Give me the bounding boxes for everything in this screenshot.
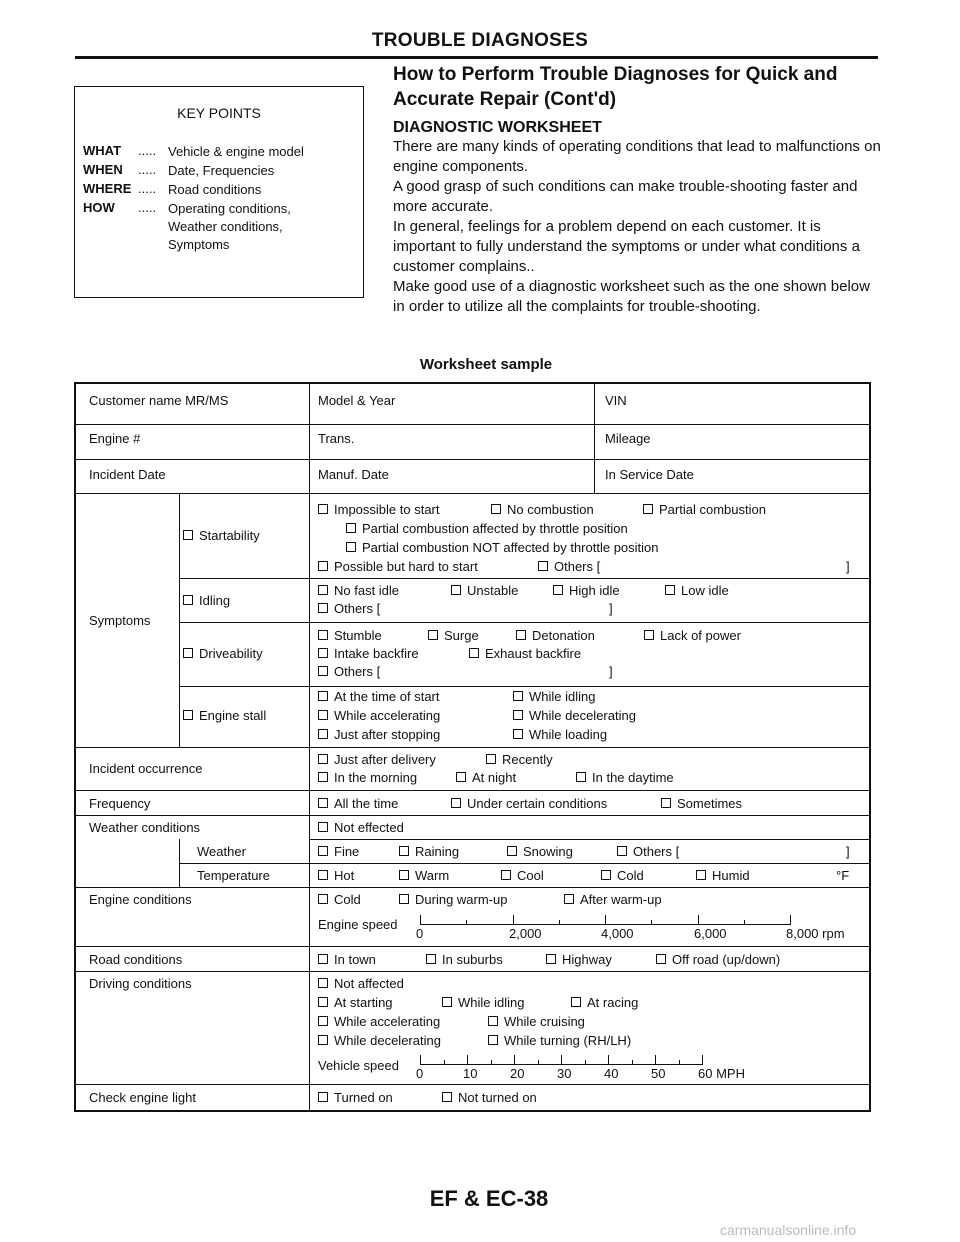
- scale-label: 60 MPH: [698, 1066, 745, 1081]
- row-divider: [76, 459, 869, 460]
- row-divider: [179, 622, 869, 623]
- driving-option: While cruising: [488, 1014, 585, 1029]
- key-point-label: WHAT: [83, 143, 122, 158]
- row-divider: [76, 790, 869, 791]
- checkbox[interactable]: [488, 1016, 498, 1026]
- row-divider: [179, 863, 869, 864]
- temperature-option: Cold: [601, 868, 644, 883]
- checkbox[interactable]: [318, 978, 328, 988]
- checkbox[interactable]: [318, 603, 328, 613]
- road-option: Highway: [546, 952, 612, 967]
- drive-option: Exhaust backfire: [469, 646, 581, 661]
- row-divider: [76, 815, 869, 816]
- checkbox[interactable]: [318, 846, 328, 856]
- checkbox[interactable]: [318, 894, 328, 904]
- engine-speed-label: Engine speed: [318, 917, 398, 932]
- checkbox[interactable]: [507, 846, 517, 856]
- road-option: In suburbs: [426, 952, 503, 967]
- scale-label: 10: [463, 1066, 478, 1081]
- intro-paragraph: A good grasp of such conditions can make trouble-shooting faster and more accurate.: [393, 178, 858, 215]
- idle-option: Low idle: [665, 583, 729, 598]
- row-divider: [76, 887, 869, 888]
- checkbox[interactable]: [399, 894, 409, 904]
- scale-major-tick: [467, 1055, 468, 1065]
- stall-option: While accelerating: [318, 708, 440, 723]
- weather-option: Others [: [617, 844, 679, 859]
- driving-option: While idling: [442, 995, 524, 1010]
- intro-paragraph: There are many kinds of operating conditions that lead to malfunctions on engine components.: [393, 138, 881, 175]
- checkbox[interactable]: [399, 846, 409, 856]
- checkbox[interactable]: [428, 630, 438, 640]
- checkbox[interactable]: [318, 1092, 328, 1102]
- drive-option: Others [: [318, 664, 380, 679]
- checkbox[interactable]: [513, 729, 523, 739]
- checkbox[interactable]: [318, 822, 328, 832]
- checkbox[interactable]: [318, 504, 328, 514]
- scale-minor-tick: [744, 920, 745, 925]
- checkbox[interactable]: [183, 595, 193, 605]
- checkbox[interactable]: [456, 772, 466, 782]
- key-point-dots: .....: [138, 181, 157, 196]
- mileage-label: Mileage: [605, 431, 651, 446]
- checkbox[interactable]: [601, 870, 611, 880]
- key-point-label: HOW: [83, 200, 115, 215]
- row-divider: [76, 493, 869, 494]
- key-point-row: [83, 162, 348, 180]
- scale-major-tick: [698, 915, 699, 925]
- drive-option: Stumble: [318, 628, 382, 643]
- scale-major-tick: [514, 1055, 515, 1065]
- start-option: Others [: [538, 559, 600, 574]
- stall-option: Just after stopping: [318, 727, 440, 742]
- key-point-value: Vehicle & engine model: [168, 144, 304, 159]
- checkbox[interactable]: [553, 585, 563, 595]
- scale-label: 6,000: [694, 926, 727, 941]
- page-number: EF & EC-38: [429, 1186, 549, 1211]
- column-divider: [309, 384, 310, 1110]
- occurrence-option: In the morning: [318, 770, 417, 785]
- driving-option: Not affected: [318, 976, 404, 991]
- watermark-text: carmanualsonline.info: [720, 1222, 857, 1238]
- scale-minor-tick: [444, 1060, 445, 1065]
- start-option: Possible but hard to start: [318, 559, 478, 574]
- checkbox[interactable]: [318, 798, 328, 808]
- checkbox[interactable]: [318, 666, 328, 676]
- idle-option: No fast idle: [318, 583, 399, 598]
- symptoms-label: Symptoms: [89, 613, 151, 628]
- checkbox[interactable]: [501, 870, 511, 880]
- scale-label: 50: [651, 1066, 666, 1081]
- scale-minor-tick: [559, 920, 560, 925]
- weather-label: Weather: [197, 844, 246, 859]
- checkbox[interactable]: [491, 504, 501, 514]
- scale-major-tick: [702, 1055, 703, 1065]
- key-point-label: WHEN: [83, 162, 123, 177]
- checkbox[interactable]: [346, 542, 356, 552]
- key-point-row: [83, 143, 348, 161]
- row-divider: [76, 747, 869, 748]
- checkbox[interactable]: [451, 585, 461, 595]
- key-point-value: Operating conditions, Weather conditions, Symptoms: [168, 201, 291, 252]
- scale-label: 20: [510, 1066, 525, 1081]
- key-point-dots: .....: [138, 200, 157, 215]
- page-header-title: TROUBLE DIAGNOSES: [371, 30, 589, 51]
- driveability-option: Driveability: [183, 646, 263, 661]
- occurrence-option: Recently: [486, 752, 553, 767]
- key-point-dots: .....: [138, 162, 157, 177]
- key-points-box: [74, 86, 364, 298]
- rpm-scale: [416, 912, 845, 944]
- temperature-option: Hot: [318, 868, 354, 883]
- checkbox[interactable]: [318, 997, 328, 1007]
- weather-option: Not effected: [318, 820, 404, 835]
- checkbox[interactable]: [318, 954, 328, 964]
- stall-option: While loading: [513, 727, 607, 742]
- customer-name-label: Customer name MR/MS: [89, 393, 229, 408]
- check-engine-light-label: Check engine light: [89, 1090, 196, 1105]
- weather-option: Raining: [399, 844, 459, 859]
- engine-condition-option: During warm-up: [399, 892, 507, 907]
- checkbox[interactable]: [318, 729, 328, 739]
- start-option: Impossible to start: [318, 502, 440, 517]
- temperature-option: Warm: [399, 868, 449, 883]
- checkbox[interactable]: [513, 710, 523, 720]
- checkbox[interactable]: [469, 648, 479, 658]
- incident-occurrence-label: Incident occurrence: [89, 761, 203, 776]
- scale-label: 0: [416, 926, 424, 941]
- checkbox[interactable]: [318, 710, 328, 720]
- scale-minor-tick: [651, 920, 652, 925]
- driving-option: While decelerating: [318, 1033, 441, 1048]
- checkbox[interactable]: [644, 630, 654, 640]
- scale-minor-tick: [679, 1060, 680, 1065]
- key-points-title: KEY POINTS: [177, 105, 261, 121]
- checkbox[interactable]: [442, 1092, 452, 1102]
- engine-stall-option: Engine stall: [183, 708, 266, 723]
- scale-minor-tick: [632, 1060, 633, 1065]
- column-divider: [594, 384, 595, 493]
- weather-option: Fine: [318, 844, 359, 859]
- checkbox[interactable]: [318, 754, 328, 764]
- checkbox[interactable]: [183, 530, 193, 540]
- manuf-date-label: Manuf. Date: [318, 467, 389, 482]
- frequency-option: All the time: [318, 796, 398, 811]
- engine-conditions-label: Engine conditions: [89, 892, 192, 907]
- stall-option: While decelerating: [513, 708, 636, 723]
- checkbox[interactable]: [318, 870, 328, 880]
- frequency-option: Sometimes: [661, 796, 742, 811]
- column-divider: [179, 839, 180, 887]
- checkbox[interactable]: [571, 997, 581, 1007]
- weather-option: Snowing: [507, 844, 573, 859]
- worksheet-table: [74, 382, 871, 1112]
- engine-condition-option: After warm-up: [564, 892, 662, 907]
- scale-label: 0: [416, 1066, 424, 1081]
- row-divider: [179, 578, 869, 579]
- checkbox[interactable]: [399, 870, 409, 880]
- driving-option: At racing: [571, 995, 638, 1010]
- start-option: Partial combustion affected by throttle position: [346, 521, 628, 536]
- scale-minor-tick: [491, 1060, 492, 1065]
- vehicle-speed-label: Vehicle speed: [318, 1058, 399, 1073]
- key-point-value: Road conditions: [168, 182, 262, 197]
- scale-minor-tick: [585, 1060, 586, 1065]
- scale-major-tick: [608, 1055, 609, 1065]
- row-divider: [179, 686, 869, 687]
- idle-option: High idle: [553, 583, 620, 598]
- checkbox[interactable]: [516, 630, 526, 640]
- checkbox[interactable]: [576, 772, 586, 782]
- start-option: No combustion: [491, 502, 594, 517]
- key-point-row: [83, 181, 348, 199]
- start-option: Partial combustion NOT affected by throttle position: [346, 540, 659, 555]
- driving-conditions-label: Driving conditions: [89, 976, 192, 991]
- temperature-option: Cool: [501, 868, 544, 883]
- key-point-label: WHERE: [83, 181, 132, 196]
- road-option: In town: [318, 952, 376, 967]
- checkbox[interactable]: [488, 1035, 498, 1045]
- temperature-unit: °F: [836, 868, 850, 883]
- checkbox[interactable]: [442, 997, 452, 1007]
- driving-option: At starting: [318, 995, 393, 1010]
- checkbox[interactable]: [643, 504, 653, 514]
- occurrence-option: In the daytime: [576, 770, 674, 785]
- row-divider: [309, 839, 869, 840]
- checkbox[interactable]: [538, 561, 548, 571]
- driving-option: While turning (RH/LH): [488, 1033, 631, 1048]
- checkbox[interactable]: [661, 798, 671, 808]
- scale-minor-tick: [466, 920, 467, 925]
- frequency-label: Frequency: [89, 796, 151, 811]
- bracket-close: ]: [609, 664, 613, 679]
- checkbox[interactable]: [426, 954, 436, 964]
- row-divider: [76, 1084, 869, 1085]
- trans-label: Trans.: [318, 431, 355, 446]
- scale-major-tick: [420, 915, 421, 925]
- checkbox[interactable]: [183, 648, 193, 658]
- vin-label: VIN: [605, 393, 627, 408]
- checkbox[interactable]: [318, 630, 328, 640]
- road-option: Off road (up/down): [656, 952, 780, 967]
- engine-number-label: Engine #: [89, 431, 141, 446]
- weather-conditions-label: Weather conditions: [89, 820, 201, 835]
- intro-paragraph: Make good use of a diagnostic worksheet such as the one shown below in order to utilize all the complaints for trouble-shooting.: [393, 278, 870, 315]
- start-option: Partial combustion: [643, 502, 766, 517]
- checkbox[interactable]: [318, 772, 328, 782]
- header-rule: [75, 56, 878, 59]
- checkbox[interactable]: [318, 1016, 328, 1026]
- row-divider: [76, 971, 869, 972]
- checkbox[interactable]: [346, 523, 356, 533]
- scale-major-tick: [790, 915, 791, 925]
- cel-option: Not turned on: [442, 1090, 537, 1105]
- checkbox[interactable]: [318, 1035, 328, 1045]
- column-divider: [179, 493, 180, 747]
- incident-date-label: Incident Date: [89, 467, 166, 482]
- scale-label: 4,000: [601, 926, 634, 941]
- scale-minor-tick: [538, 1060, 539, 1065]
- idle-option: Unstable: [451, 583, 518, 598]
- key-point-value: Date, Frequencies: [168, 163, 275, 178]
- occurrence-option: Just after delivery: [318, 752, 436, 767]
- scale-major-tick: [605, 915, 606, 925]
- checkbox[interactable]: [564, 894, 574, 904]
- checkbox[interactable]: [656, 954, 666, 964]
- temperature-option: Humid: [696, 868, 750, 883]
- drive-option: Detonation: [516, 628, 595, 643]
- checkbox[interactable]: [513, 691, 523, 701]
- bracket-close: ]: [846, 559, 850, 574]
- road-conditions-label: Road conditions: [89, 952, 183, 967]
- row-divider: [76, 946, 869, 947]
- engine-condition-option: Cold: [318, 892, 361, 907]
- startability-option: Startability: [183, 528, 260, 543]
- section-title: How to Perform Trouble Diagnoses for Quick and Accurate Repair (Cont'd): [393, 64, 838, 110]
- frequency-option: Under certain conditions: [451, 796, 607, 811]
- checkbox[interactable]: [318, 691, 328, 701]
- checkbox[interactable]: [318, 648, 328, 658]
- checkbox[interactable]: [546, 954, 556, 964]
- bracket-close: ]: [846, 844, 850, 859]
- drive-option: Surge: [428, 628, 479, 643]
- scale-label: 2,000: [509, 926, 542, 941]
- intro-paragraph: In general, feelings for a problem depend on each customer. It is important to fully understand the symptoms or under what conditions a customer complains..: [393, 218, 860, 275]
- stall-option: While idling: [513, 689, 595, 704]
- key-point-row: [83, 200, 318, 254]
- temperature-label: Temperature: [197, 868, 270, 883]
- idling-option: Idling: [183, 593, 230, 608]
- row-divider: [76, 424, 869, 425]
- scale-major-tick: [655, 1055, 656, 1065]
- checkbox[interactable]: [665, 585, 675, 595]
- checkbox[interactable]: [451, 798, 461, 808]
- idle-option: Others [: [318, 601, 380, 616]
- drive-option: Intake backfire: [318, 646, 419, 661]
- scale-major-tick: [420, 1055, 421, 1065]
- scale-major-tick: [561, 1055, 562, 1065]
- scale-label: 8,000 rpm: [786, 926, 845, 941]
- mph-scale: [416, 1052, 760, 1084]
- checkbox[interactable]: [486, 754, 496, 764]
- checkbox[interactable]: [318, 585, 328, 595]
- driving-option: While accelerating: [318, 1014, 440, 1029]
- model-year-label: Model & Year: [318, 393, 396, 408]
- intro-section: [393, 62, 883, 317]
- drive-option: Lack of power: [644, 628, 741, 643]
- checkbox[interactable]: [318, 561, 328, 571]
- cel-option: Turned on: [318, 1090, 393, 1105]
- scale-label: 40: [604, 1066, 619, 1081]
- occurrence-option: At night: [456, 770, 516, 785]
- checkbox[interactable]: [696, 870, 706, 880]
- section-subtitle: DIAGNOSTIC WORKSHEET: [393, 119, 602, 136]
- stall-option: At the time of start: [318, 689, 440, 704]
- worksheet-title: Worksheet sample: [419, 356, 553, 373]
- bracket-close: ]: [609, 601, 613, 616]
- checkbox[interactable]: [183, 710, 193, 720]
- checkbox[interactable]: [617, 846, 627, 856]
- scale-major-tick: [513, 915, 514, 925]
- key-point-dots: .....: [138, 143, 157, 158]
- scale-label: 30: [557, 1066, 572, 1081]
- in-service-date-label: In Service Date: [605, 467, 694, 482]
